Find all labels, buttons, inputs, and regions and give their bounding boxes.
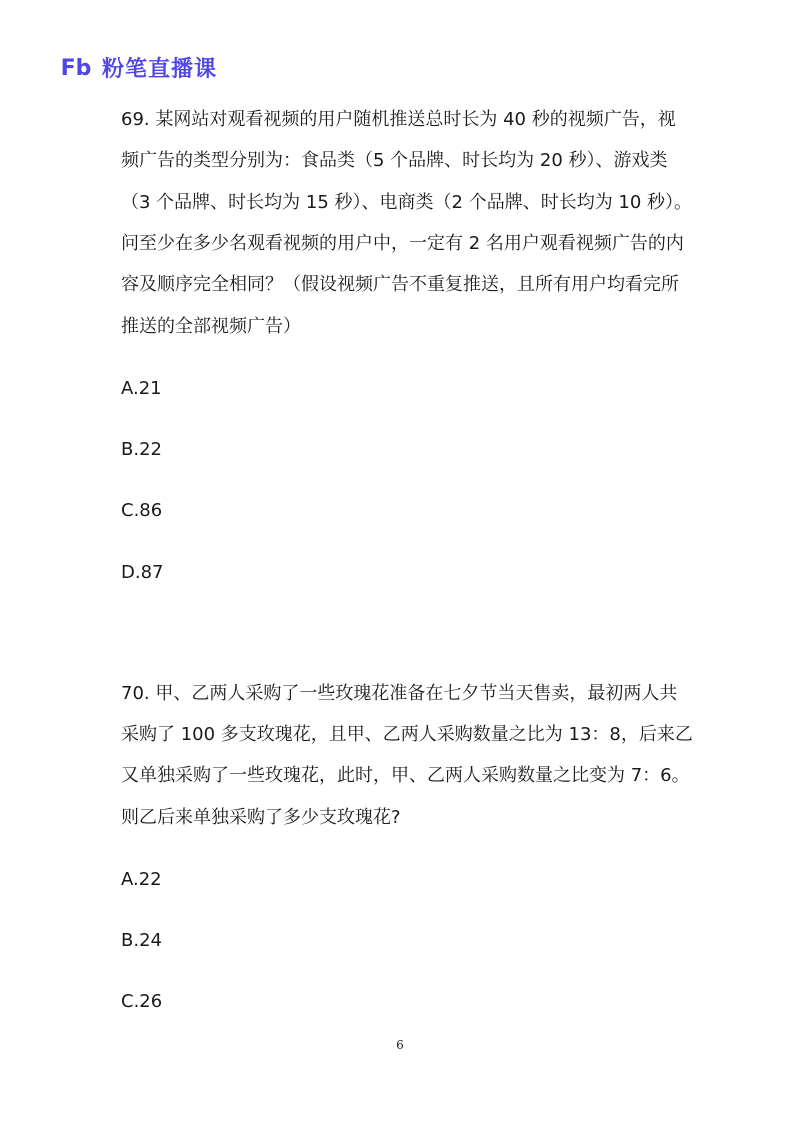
question-69-line-3: （3 个品牌、时长均为 15 秒）、电商类（2 个品牌、时长均为 10 秒）。	[121, 192, 693, 213]
question-69-line-5: 容及顺序完全相同？（假设视频广告不重复推送，且所有用户均看完所	[121, 274, 679, 295]
question-69-line-6: 推送的全部视频广告）	[121, 316, 301, 337]
question-70-option-c: C.26	[121, 991, 163, 1012]
brand-name: 粉笔直播课	[102, 56, 218, 82]
question-70-line-2: 采购了 100 多支玫瑰花，且甲、乙两人采购数量之比为 13：8，后来乙	[121, 724, 693, 745]
fenbi-logo-icon	[56, 53, 96, 81]
question-69-option-d: D.87	[121, 562, 164, 583]
brand-header	[56, 52, 217, 82]
question-70-option-a: A.22	[121, 869, 162, 890]
question-69-option-a: A.21	[121, 378, 162, 399]
question-70-line-1: 70. 甲、乙两人采购了一些玫瑰花准备在七夕节当天售卖，最初两人共	[121, 683, 678, 704]
page-number: 6	[396, 1038, 404, 1052]
question-69-line-1: 69. 某网站对观看视频的用户随机推送总时长为 40 秒的视频广告，视	[121, 109, 676, 130]
question-69-line-2: 频广告的类型分别为：食品类（5 个品牌、时长均为 20 秒）、游戏类	[121, 150, 668, 171]
svg-text:Fb: Fb	[60, 56, 92, 81]
question-70-option-b: B.24	[121, 930, 162, 951]
question-69-option-b: B.22	[121, 439, 162, 460]
question-70-line-3: 又单独采购了一些玫瑰花，此时，甲、乙两人采购数量之比变为 7：6。	[121, 765, 690, 786]
question-69-line-4: 问至少在多少名观看视频的用户中，一定有 2 名用户观看视频广告的内	[121, 233, 684, 254]
question-69-option-c: C.86	[121, 500, 163, 521]
question-70-line-4: 则乙后来单独采购了多少支玫瑰花?	[121, 807, 401, 828]
